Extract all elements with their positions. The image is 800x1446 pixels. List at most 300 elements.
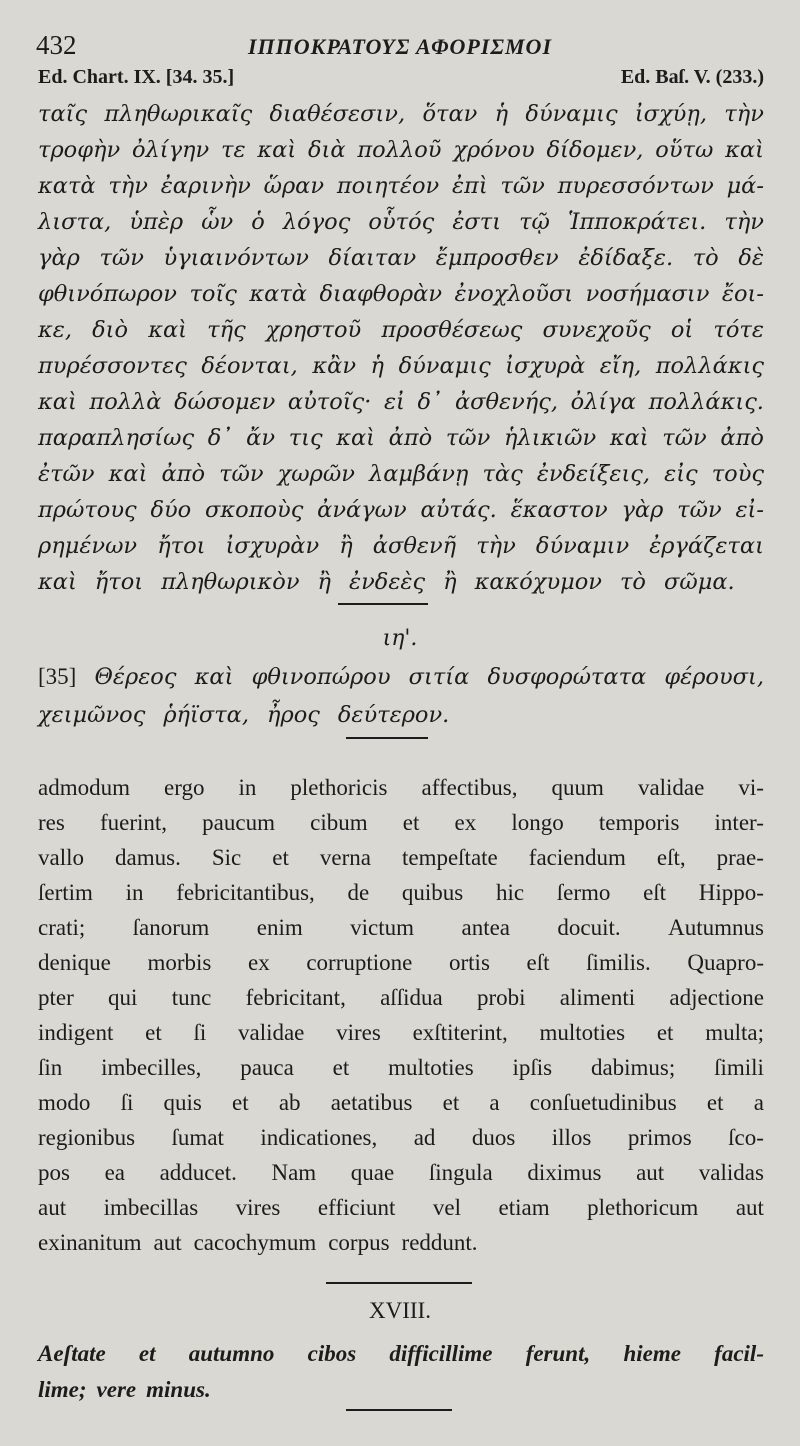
word: vires <box>235 1195 281 1220</box>
word: Hippo- <box>698 880 764 905</box>
word: temporis <box>598 810 680 835</box>
page-number: 432 <box>36 30 77 60</box>
word: οὕτω <box>655 137 714 163</box>
latin-text-line <box>38 1155 764 1190</box>
word: δίαιταν <box>328 245 417 271</box>
word: ἢ <box>339 533 353 559</box>
word: ὀλίγην <box>131 137 210 163</box>
word: ἢ <box>443 569 457 595</box>
word: ἐνδείξεις, <box>536 461 651 487</box>
word: τοὺς <box>711 461 764 487</box>
word: ſumat <box>171 1125 224 1150</box>
word: eſt <box>526 950 550 975</box>
word: et <box>138 1341 156 1366</box>
word: ἡλικιῶν <box>504 425 597 451</box>
word: Autumnus <box>668 915 764 940</box>
word: a <box>753 1090 764 1115</box>
word: εἰς <box>664 461 698 487</box>
word: τὴν <box>724 101 764 127</box>
word: ταῖς <box>38 101 88 127</box>
word: ipſis <box>512 1055 553 1080</box>
word: διαθέσεσιν, <box>269 101 406 127</box>
latin-aphorism <box>38 1336 764 1408</box>
separator-rule <box>326 1282 472 1284</box>
word: in <box>125 880 144 905</box>
word: diximus <box>527 1160 602 1185</box>
word: δίδομεν, <box>546 137 644 163</box>
word: λιστα, <box>38 209 112 235</box>
word: lime; <box>38 1377 87 1402</box>
word: et <box>402 810 420 835</box>
word: εἰ- <box>735 497 764 523</box>
word: probi <box>476 985 526 1010</box>
word: exſtiterint, <box>412 1020 508 1045</box>
word: ſimili <box>714 1055 764 1080</box>
greek-text-line <box>38 312 764 348</box>
word: λόγος <box>282 209 351 235</box>
word: δὲ <box>738 245 764 271</box>
word: διὰ <box>308 137 346 163</box>
latin-text-line <box>38 1190 764 1225</box>
word: cacochymum <box>193 1230 317 1255</box>
greek-text-line <box>38 564 764 600</box>
word: paucum <box>202 810 275 835</box>
word: ἡ <box>494 101 509 127</box>
word: πρώτους <box>38 497 137 523</box>
word: χειμῶνος <box>38 702 146 728</box>
word: ἀπὸ <box>720 425 764 451</box>
word: ἀσθενής, <box>454 389 559 415</box>
word: διὸ <box>92 317 129 343</box>
word: κατὰ <box>38 173 96 199</box>
greek-text-line <box>38 132 764 168</box>
word: ex <box>454 810 477 835</box>
word: Quapro- <box>687 950 764 975</box>
word: ἄν <box>246 425 276 451</box>
word: καὶ <box>148 317 187 343</box>
word: ortis <box>449 950 490 975</box>
word: δεύτερον. <box>337 702 450 728</box>
word: validae <box>637 775 705 800</box>
word: δώσομεν <box>174 389 276 415</box>
word: aetatibus <box>330 1090 413 1115</box>
latin-text-line <box>38 1050 764 1085</box>
word: τῶν <box>677 497 722 523</box>
word: verna <box>319 845 371 870</box>
word: Ἱπποκράτει. <box>567 209 707 235</box>
word: eſt, <box>656 845 686 870</box>
word: regionibus <box>38 1125 136 1150</box>
word: ῥήϊστα, <box>163 702 250 728</box>
word: καὶ <box>257 137 297 163</box>
word: vere <box>96 1377 137 1402</box>
word: ſi <box>120 1090 134 1115</box>
word: ἤτοι <box>94 569 144 595</box>
word: ab <box>278 1090 301 1115</box>
word: χωρῶν <box>277 461 355 487</box>
word: adducet. <box>159 1160 237 1185</box>
word: et <box>332 1055 350 1080</box>
word: febricitant, <box>245 985 346 1010</box>
word: ἰσχύῃ, <box>634 101 707 127</box>
word: validae <box>237 1020 305 1045</box>
running-head <box>36 30 764 64</box>
word: hic <box>495 880 525 905</box>
word: longo <box>511 810 564 835</box>
word: τῶν <box>99 245 144 271</box>
word: ex <box>247 950 270 975</box>
word: σκοποὺς <box>205 497 304 523</box>
greek-text-line <box>38 240 764 276</box>
word: ſimilis. <box>586 950 651 975</box>
greek-aphorism-line <box>38 658 764 696</box>
word: antea <box>461 915 510 940</box>
word: aſſidua <box>380 985 443 1010</box>
greek-commentary <box>38 96 764 600</box>
greek-aphorism <box>38 658 764 734</box>
word: damus. <box>115 845 181 870</box>
greek-aphorism-line <box>38 696 764 734</box>
word: inter- <box>714 810 764 835</box>
word: duos <box>471 1125 516 1150</box>
word: Nam <box>271 1160 317 1185</box>
word: denique <box>38 950 111 975</box>
greek-aphorism-number: ιη'. <box>382 626 418 651</box>
word: pauca <box>240 1055 294 1080</box>
separator-rule <box>346 737 428 739</box>
word: δύο <box>150 497 192 523</box>
word: ergo <box>164 775 205 800</box>
word: ad <box>413 1125 436 1150</box>
word: etiam <box>498 1195 550 1220</box>
word: aut <box>38 1195 67 1220</box>
greek-text-line <box>38 96 764 132</box>
word: καὶ <box>725 137 764 163</box>
running-title: ΙΠΠΟΚΡΑΤΟΥΣ ΑΦΟΡΙΣΜΟΙ <box>247 34 553 59</box>
word: et <box>706 1090 724 1115</box>
word: morbis <box>147 950 212 975</box>
word: καὶ <box>609 425 649 451</box>
greek-text-line <box>38 276 764 312</box>
word: conſuetudinibus <box>529 1090 677 1115</box>
word: σιτία <box>408 664 470 690</box>
word: εἰ <box>383 389 405 415</box>
word: καὶ <box>194 664 234 690</box>
word: facil- <box>714 1341 764 1366</box>
word: τῷ <box>519 209 550 235</box>
word: πληθωρικαῖς <box>104 101 253 127</box>
word: πληθωρικὸν <box>161 569 300 595</box>
word: δύναμις <box>525 101 618 127</box>
word: pter <box>38 985 74 1010</box>
word: δύναμις <box>398 353 491 379</box>
word: καὶ <box>38 569 77 595</box>
separator-rule <box>346 1409 452 1411</box>
word: ſingula <box>428 1160 493 1185</box>
word: πολλάκις <box>655 353 764 379</box>
latin-text-line <box>38 910 764 945</box>
word: plethoricum <box>587 1195 699 1220</box>
word: τῶν <box>500 173 545 199</box>
word: crati; <box>38 915 86 940</box>
word: ſin <box>38 1055 63 1080</box>
word: enim <box>256 915 303 940</box>
word: et <box>145 1020 162 1045</box>
word: ρημένων <box>38 533 138 559</box>
greek-text-line <box>38 528 764 564</box>
word: τὸ <box>619 569 646 595</box>
word: δέονται, <box>201 353 298 379</box>
greek-text-line <box>38 348 764 384</box>
latin-text-line <box>38 770 764 805</box>
word: ὧν <box>201 209 234 235</box>
word: affectibus, <box>421 775 518 800</box>
latin-text-line <box>38 1120 764 1155</box>
word: δ᾽ <box>417 389 443 415</box>
latin-text-line <box>38 840 764 875</box>
word: δ᾽ <box>207 425 233 451</box>
word: πολλοῦ <box>357 137 442 163</box>
latin-text-line <box>38 1015 764 1050</box>
word: victum <box>350 915 415 940</box>
word: πυρεσσόντων <box>557 173 714 199</box>
word: imbecillas <box>103 1195 199 1220</box>
word: προσθέσεως <box>381 317 523 343</box>
word: τοῖς <box>189 281 237 307</box>
word: ἡ <box>370 353 385 379</box>
word: χρηστοῦ <box>265 317 362 343</box>
word: λαμβάνῃ <box>368 461 469 487</box>
word: indigent <box>38 1020 114 1045</box>
greek-text-line <box>38 492 764 528</box>
word: vi- <box>738 775 764 800</box>
word: ἔοι- <box>721 281 764 307</box>
word: aut <box>735 1195 764 1220</box>
word: τὸ <box>692 245 719 271</box>
word: tunc <box>171 985 212 1010</box>
word: γὰρ <box>38 245 80 271</box>
word: ἢ <box>317 569 332 595</box>
word: faciendum <box>528 845 626 870</box>
word: ἐαρινὴν <box>160 173 251 199</box>
greek-text-line <box>38 168 764 204</box>
word: aut <box>153 1230 182 1255</box>
word: aut <box>636 1160 665 1185</box>
word: τὴν <box>724 209 764 235</box>
word: res <box>38 810 65 835</box>
word: τροφὴν <box>38 137 121 163</box>
word: vel <box>432 1195 462 1220</box>
word: corpus <box>328 1230 390 1255</box>
word: τὴν <box>108 173 148 199</box>
word: ſertim <box>38 880 93 905</box>
word: τε <box>221 137 246 163</box>
word: ἦρος <box>267 702 320 728</box>
word: validas <box>698 1160 764 1185</box>
word: ἐνδεὲς <box>349 569 426 595</box>
word: docuit. <box>557 915 621 940</box>
word: quibus <box>401 880 464 905</box>
greek-text-line <box>38 204 764 240</box>
word: νοσήμασιν <box>585 281 710 307</box>
word: Sic <box>211 845 242 870</box>
word: [35] <box>38 664 77 689</box>
word: ὀλίγα <box>570 389 636 415</box>
word: modo <box>38 1090 91 1115</box>
word: pos <box>38 1160 70 1185</box>
word: a <box>489 1090 500 1115</box>
word: ſanorum <box>132 915 210 940</box>
word: ἐνοχλοῦσι <box>454 281 574 307</box>
greek-text-line <box>38 384 764 420</box>
word: Θέρεος <box>94 664 177 690</box>
latin-text-line <box>38 1085 764 1120</box>
word: πολλάκις. <box>648 389 764 415</box>
word: ἐργάζεται <box>649 533 764 559</box>
word: τις <box>288 425 323 451</box>
word: αὐτάς. <box>420 497 497 523</box>
word: τῆς <box>207 317 246 343</box>
word: fuerint, <box>99 810 168 835</box>
word: quis <box>163 1090 202 1115</box>
word: prae- <box>716 845 764 870</box>
word: σῶμα. <box>663 569 735 595</box>
word: in <box>238 775 257 800</box>
word: κἂν <box>312 353 357 379</box>
word: cibos <box>307 1341 357 1366</box>
word: κακόχυμον <box>474 569 602 595</box>
word: Aeſtate <box>38 1341 106 1366</box>
word: φθινοπώρου <box>251 664 391 690</box>
latin-text-line <box>38 805 764 840</box>
latin-aphorism-line <box>38 1372 764 1408</box>
latin-commentary <box>38 770 764 1260</box>
word: efficiunt <box>317 1195 396 1220</box>
word: exinanitum <box>38 1230 142 1255</box>
word: alimenti <box>559 985 636 1010</box>
word: admodum <box>38 775 130 800</box>
word: primos <box>627 1125 692 1150</box>
latin-text-line <box>38 945 764 980</box>
word: et <box>232 1090 249 1115</box>
word: ἀνάγων <box>317 497 407 523</box>
word: ἐτῶν <box>38 461 95 487</box>
word: indicationes, <box>260 1125 378 1150</box>
word: γὰρ <box>621 497 664 523</box>
word: et <box>272 845 289 870</box>
word: ἰσχυρὰν <box>225 533 320 559</box>
word: quum <box>551 775 604 800</box>
word: difficillime <box>389 1341 493 1366</box>
word: autumno <box>188 1341 275 1366</box>
word: ἔμπροσθεν <box>435 245 559 271</box>
word: ἤτοι <box>157 533 206 559</box>
word: de <box>347 880 370 905</box>
word: cibum <box>310 810 368 835</box>
latin-text-line <box>38 980 764 1015</box>
word: ἕκαστον <box>510 497 608 523</box>
edition-basel: Ed. Baſ. V. (233.) <box>620 66 764 88</box>
word: τῶν <box>662 425 707 451</box>
word: ferunt, <box>525 1341 591 1366</box>
word: χρόνου <box>453 137 535 163</box>
word: αὐτοῖς· <box>287 389 372 415</box>
word: ſi <box>193 1020 207 1045</box>
word: τότε <box>713 317 764 343</box>
word: παραπλησίως <box>38 425 195 451</box>
word: reddunt. <box>401 1230 478 1255</box>
word: eſt <box>643 880 667 905</box>
word: minus. <box>146 1377 211 1402</box>
word: διαφθορὰν <box>319 281 443 307</box>
word: συνεχοῦς <box>542 317 651 343</box>
word: illos <box>551 1125 592 1150</box>
word: ἐπὶ <box>451 173 488 199</box>
word: plethoricis <box>290 775 388 800</box>
word: et <box>442 1090 460 1115</box>
word: καὶ <box>336 425 376 451</box>
word: ὁ <box>251 209 265 235</box>
word: ea <box>104 1160 125 1185</box>
word: δυσφορώτατα <box>487 664 647 690</box>
word: ἀσθενῆ <box>372 533 457 559</box>
word: multoties <box>539 1020 626 1045</box>
word: πυρέσσοντες <box>38 353 187 379</box>
word: τὴν <box>476 533 516 559</box>
word: tempeſtate <box>401 845 498 870</box>
word: καὶ <box>108 461 148 487</box>
word: ἐστι <box>452 209 502 235</box>
word: τῶν <box>445 425 491 451</box>
word: ἰσχυρὰ <box>505 353 586 379</box>
word: πολλὰ <box>89 389 162 415</box>
word: καὶ <box>38 389 77 415</box>
word: ſco- <box>728 1125 764 1150</box>
word: ἀπὸ <box>161 461 206 487</box>
word: φθινόπωρον <box>38 281 177 307</box>
edition-references <box>38 66 764 89</box>
latin-aphorism-line <box>38 1336 764 1372</box>
word: κατὰ <box>249 281 307 307</box>
latin-aphorism-number: XVIII. <box>369 1298 431 1323</box>
word: ποιητέον <box>336 173 440 199</box>
word: τὰς <box>482 461 523 487</box>
word: quae <box>350 1160 395 1185</box>
word: et <box>656 1020 674 1045</box>
word: τῶν <box>219 461 264 487</box>
word: dabimus; <box>590 1055 676 1080</box>
word: οὗτός <box>368 209 435 235</box>
word: οἱ <box>670 317 694 343</box>
word: ἀπὸ <box>388 425 433 451</box>
word: ἐδίδαξε. <box>578 245 674 271</box>
word: vires <box>336 1020 381 1045</box>
word: multoties <box>388 1055 474 1080</box>
greek-text-line <box>38 420 764 456</box>
word: ὑπὲρ <box>129 209 184 235</box>
word: qui <box>108 985 138 1010</box>
separator-rule <box>338 603 428 605</box>
word: ὥραν <box>263 173 325 199</box>
word: vallo <box>38 845 84 870</box>
greek-text-line <box>38 456 764 492</box>
word: ὅταν <box>422 101 478 127</box>
word: ὑγιαινόντων <box>163 245 309 271</box>
word: corruptione <box>306 950 413 975</box>
word: κε, <box>38 317 72 343</box>
word: imbecilles, <box>101 1055 202 1080</box>
word: hieme <box>623 1341 681 1366</box>
